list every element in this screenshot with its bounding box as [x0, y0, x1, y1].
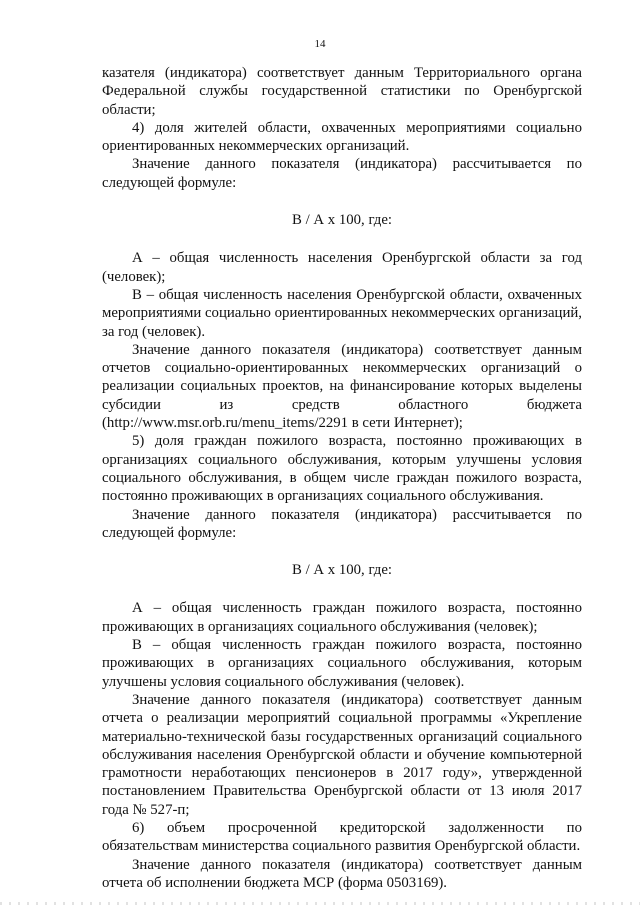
formula: В / А х 100, где:	[292, 212, 392, 229]
paragraph-formula-intro: Значение данного показателя (индикатора) рассчитывается по следующей формуле:	[102, 506, 582, 541]
paragraph-continuation: казателя (индикатора) соответствует данным Территориального органа Федеральной службы государственной статистики по Оренбургской области;	[102, 65, 582, 118]
paragraph-source-note: Значение данного показателя (индикатора) соответствует данным отчета об исполнении бюджета МСР (форма 0503169).	[102, 856, 582, 891]
paragraph-source-note: Значение данного показателя (индикатора) соответствует данным отчетов социально-ориентированных некоммерческих организаций о реализации социальных проектов, на финансирование которых выделены субсидии из средств областного бюджета (http://www.msr.orb.ru/menu_items/2291 в сети Интернет);	[102, 341, 582, 432]
paragraph-source-note: Значение данного показателя (индикатора) соответствует данным отчета о реализации мероприятий социальной программы «Укрепление материально-технической базы государственных организаций социального обслуживания населения Оренбургской области и обучение компьютерной грамотности неработающих пенсионеров в 2017 году», утвержденной постановлением Правительства Оренбургской области от 13 июля 2017 года № 527-п;	[102, 691, 582, 818]
paragraph-item-4: 4) доля жителей области, охваченных мероприятиями социально ориентированных некоммерческих организаций.	[102, 119, 582, 155]
paragraph-formula-intro: Значение данного показателя (индикатора) рассчитывается по следующей формуле:	[102, 156, 582, 191]
formula: В / А х 100, где:	[292, 562, 392, 579]
paragraph-item-6: 6) объем просроченной кредиторской задолженности по обязательствам министерства социального развития Оренбургской области.	[102, 819, 582, 855]
paragraph-definition-b: В – общая численность граждан пожилого возраста, постоянно проживающих в организациях социального обслуживания, которым улучшены условия социального обслуживания (человек).	[102, 637, 582, 690]
page-number: 14	[314, 38, 326, 50]
paragraph-definition-a: А – общая численность населения Оренбургской области за год (человек);	[102, 250, 582, 285]
paragraph-definition-b: В – общая численность населения Оренбургской области, охваченных мероприятиями социально ориентированных некоммерческих организаций, за год (человек).	[102, 286, 582, 340]
paragraph-definition-a: А – общая численность граждан пожилого возраста, постоянно проживающих в организациях социального обслуживания (человек);	[102, 600, 582, 635]
paragraph-item-5: 5) доля граждан пожилого возраста, постоянно проживающих в организациях социального обслуживания, которым улучшены условия социального обслуживания, в общем числе граждан пожилого возраста, постоянно проживающих в организациях социального обслуживания.	[102, 433, 582, 505]
document-body	[102, 64, 582, 892]
